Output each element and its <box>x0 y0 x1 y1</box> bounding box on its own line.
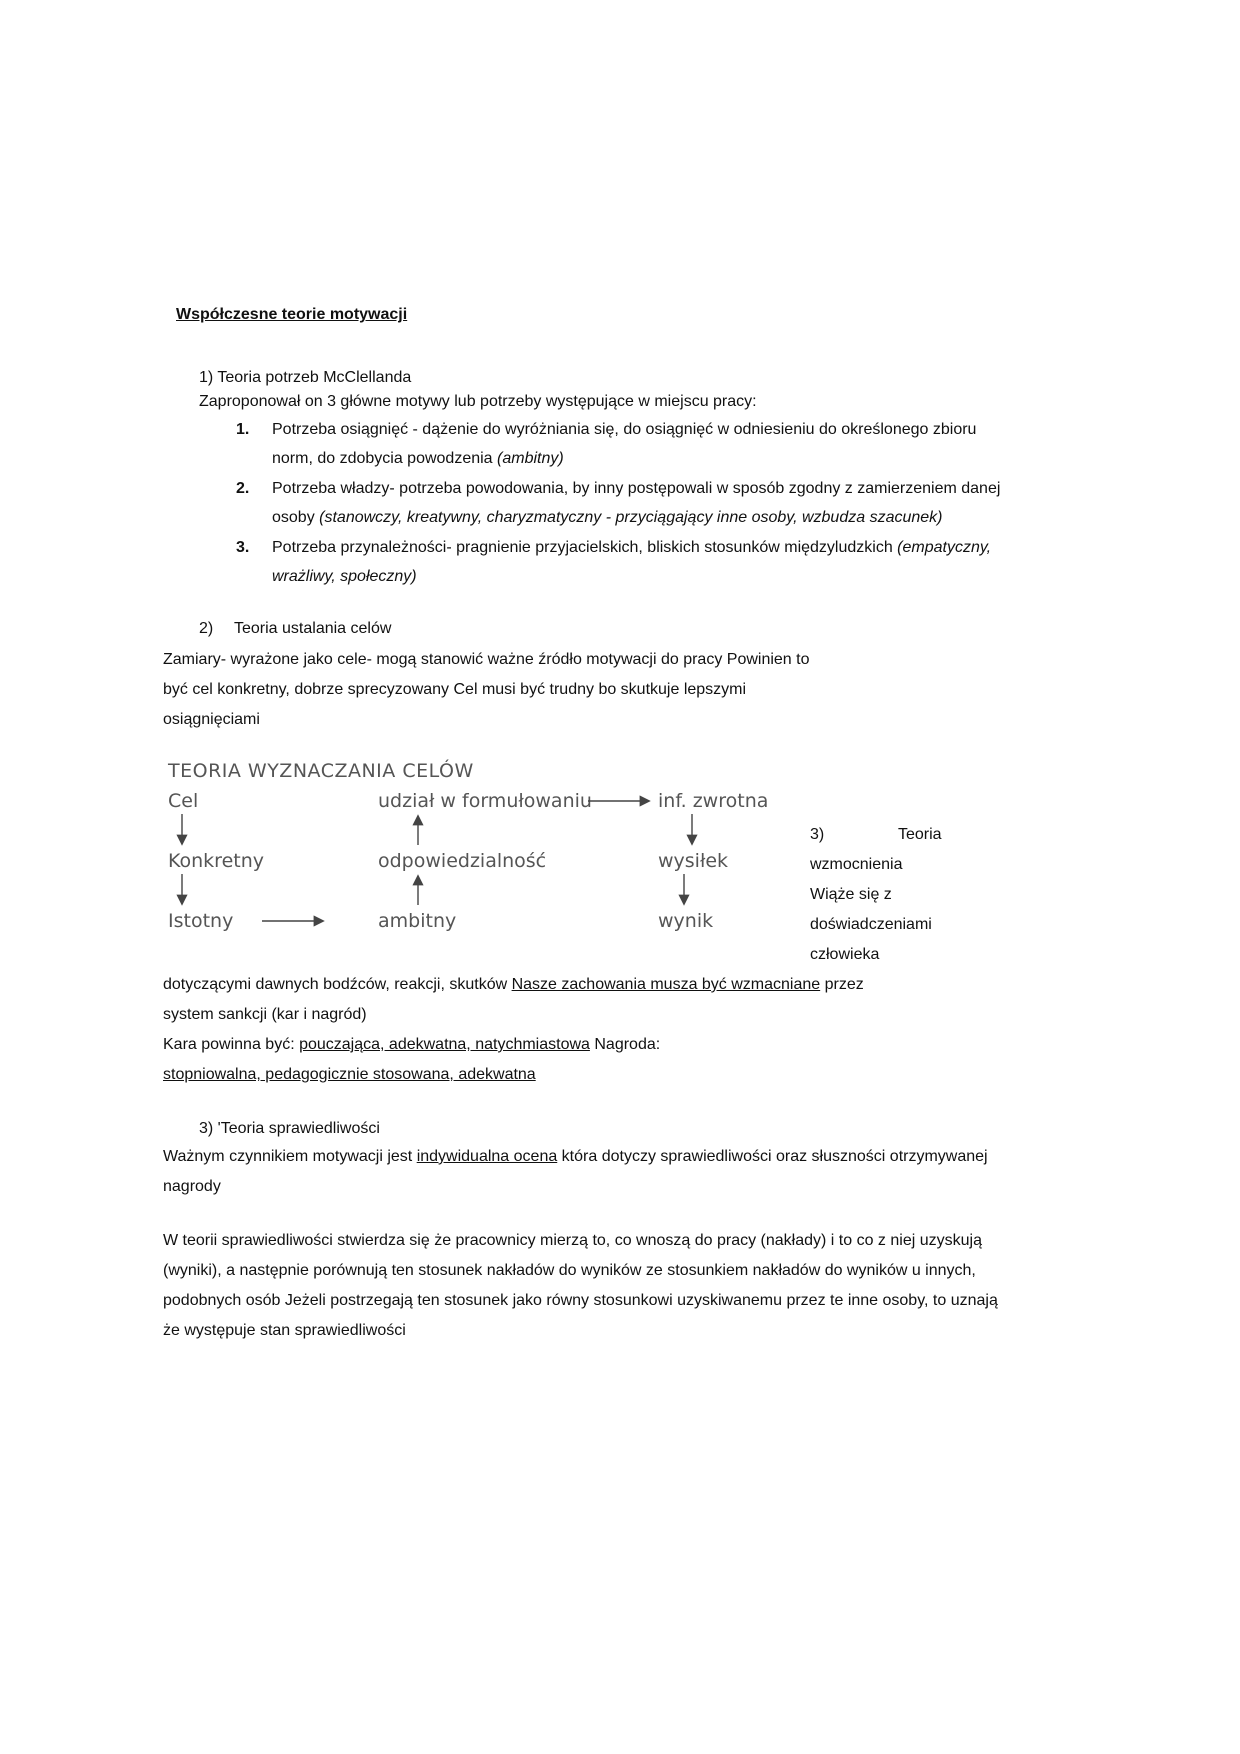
diagram-node-odpowiedzialnosc: odpowiedzialność <box>378 850 547 872</box>
section-2-line: osiągnięciami <box>163 711 260 728</box>
section-2-line: być cel konkretny, dobrze sprecyzowany Cel musi być trudny bo skutkuje lepszymi <box>163 681 747 698</box>
section-4-line: nagrody <box>163 1178 221 1195</box>
diagram-node-inf-zwrotna: inf. zwrotna <box>658 790 769 812</box>
list-item-text-cont: osoby (stanowczy, kreatywny, charyzmatyczny - przyciągający inne osoby, wzbudza szacunek) <box>272 509 943 526</box>
list-item-text: Potrzeba przynależności- pragnienie przyjacielskich, bliskich stosunków międzyludzkich (empatyczny, <box>272 539 992 556</box>
section-3-heading-word: Teoria <box>898 826 942 843</box>
section-3-line: Kara powinna być: pouczająca, adekwatna, natychmiastowa Nagroda: <box>163 1036 661 1053</box>
list-item-text-cont: wrażliwy, społeczny) <box>272 568 417 585</box>
section-4-line: Ważnym czynnikiem motywacji jest indywidualna ocena która dotyczy sprawiedliwości oraz słuszności otrzymywanej <box>163 1148 988 1165</box>
diagram-title: TEORIA WYZNACZANIA CELÓW <box>168 760 474 782</box>
list-item-text: Potrzeba osiągnięć - dążenie do wyróżniania się, do osiągnięć w odniesieniu do określonego zbioru <box>272 421 977 438</box>
section-4-heading: 3) 'Teoria sprawiedliwości <box>199 1120 380 1137</box>
diagram-node-wynik: wynik <box>658 910 714 932</box>
section-3-side-line: doświadczeniami <box>810 916 932 933</box>
section-3-side-line: człowieka <box>810 946 880 963</box>
section-3-line: dotyczącymi dawnych bodźców, reakcji, skutków Nasze zachowania musza być wzmacniane przez <box>163 976 864 993</box>
diagram-node-ambitny: ambitny <box>378 910 457 932</box>
section-4-paragraph-line: W teorii sprawiedliwości stwierdza się że pracownicy mierzą to, co wnoszą do pracy (nakłady) i to co z niej uzyskują <box>163 1232 982 1249</box>
diagram-node-udzial: udział w formułowaniu <box>378 790 592 812</box>
section-4-paragraph-line: (wyniki), a następnie porównują ten stosunek nakładów do wyników ze stosunkiem nakładów do wyników u innych, <box>163 1262 976 1279</box>
list-item-number: 1. <box>236 421 250 438</box>
section-3-side-line: Wiąże się z <box>810 886 892 903</box>
list-item-number: 2. <box>236 480 250 497</box>
diagram-node-cel: Cel <box>168 790 199 812</box>
diagram-node-wysilek: wysiłek <box>658 850 729 872</box>
section-1-heading: 1) Teoria potrzeb McClellanda <box>199 369 412 386</box>
diagram-node-istotny: Istotny <box>168 910 234 932</box>
section-1-intro: Zaproponował on 3 główne motywy lub potrzeby występujące w miejscu pracy: <box>199 393 757 410</box>
section-4-paragraph-line: podobnych osób Jeżeli postrzegają ten stosunek jako równy stosunkowi uzyskiwanemu przez te inne osoby, to uznają <box>163 1292 998 1309</box>
section-2-line: Zamiary- wyrażone jako cele- mogą stanowić ważne źródło motywacji do pracy Powinien to <box>163 651 810 668</box>
list-item-text: Potrzeba władzy- potrzeba powodowania, by inny postępowali w sposób zgodny z zamierzeniem danej <box>272 480 1001 497</box>
list-item-text-cont: norm, do zdobycia powodzenia (ambitny) <box>272 450 564 467</box>
section-2-heading: Teoria ustalania celów <box>234 620 392 637</box>
section-3-line: system sankcji (kar i nagród) <box>163 1006 367 1023</box>
section-4-paragraph-line: że występuje stan sprawiedliwości <box>163 1322 406 1339</box>
section-3-heading-cont: wzmocnienia <box>810 856 903 873</box>
section-3-number: 3) <box>810 826 825 843</box>
diagram-node-konkretny: Konkretny <box>168 850 265 872</box>
section-2-number: 2) <box>199 620 214 637</box>
page-title: Współczesne teorie motywacji <box>176 306 408 323</box>
section-3-line: stopniowalna, pedagogicznie stosowana, adekwatna <box>163 1066 536 1083</box>
list-item-number: 3. <box>236 539 250 556</box>
